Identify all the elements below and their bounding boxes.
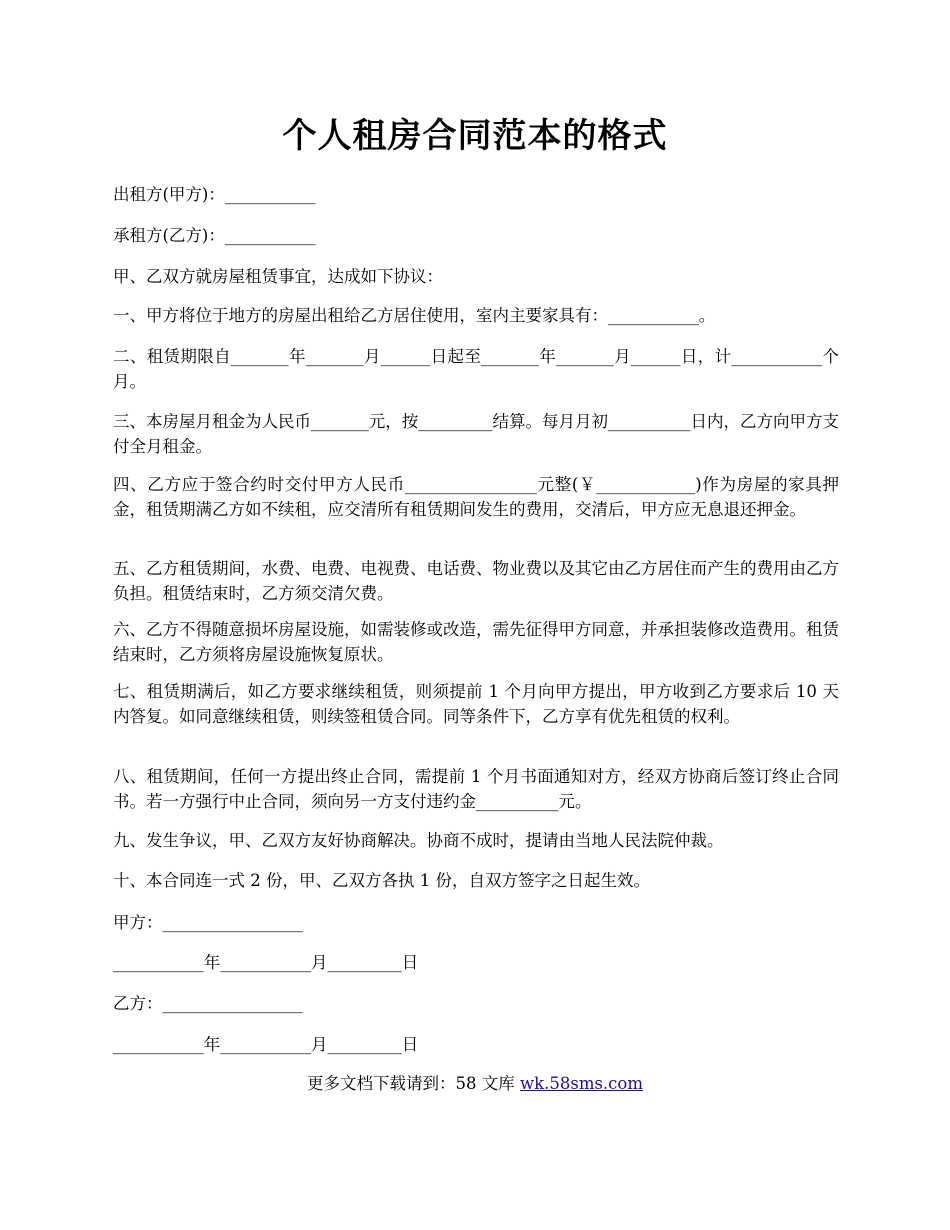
lessee-line: 承租方(乙方)：___________ [113,226,316,245]
document-title: 个人租房合同范本的格式 [282,116,668,156]
clause-5: 五、乙方租赁期间，水费、电费、电视费、电话费、物业费以及其它由乙方居住而产生的费用由乙方负担。租赁结束时，乙方须交清欠费。 [113,559,839,603]
footer-link[interactable]: wk.58sms.com [519,1074,643,1093]
party-a-date: ___________年___________月_________日 [113,953,419,972]
clause-9: 九、发生争议，甲、乙双方友好协商解决。协商不成时，提请由当地人民法院仲裁。 [113,831,724,850]
clause-7: 七、租赁期满后，如乙方要求继续租赁，则须提前 1 个月向甲方提出，甲方收到乙方要求后 10 天内答复。如同意继续租赁，则续签租赁合同。同等条件下，乙方享有优先租赁的权利。 [113,682,839,726]
party-a-signature: 甲方：_________________ [113,913,303,932]
lessor-line: 出租方(甲方)：___________ [113,185,316,204]
intro-paragraph: 甲、乙双方就房屋租赁事宜，达成如下协议： [113,267,443,286]
clause-8: 八、租赁期间，任何一方提出终止合同，需提前 1 个月书面通知对方，经双方协商后签订终止合同书。若一方强行中止合同，须向另一方支付违约金__________元。 [113,767,839,811]
footer [0,1072,950,1096]
party-b-date: ___________年___________月_________日 [113,1035,419,1054]
clause-2: 二、租赁期限自_______年_______月______日起至_______年_______月______日，计___________个月。 [113,347,839,391]
clause-1: 一、甲方将位于地方的房屋出租给乙方居住使用，室内主要家具有：___________。 [113,306,716,325]
party-b-signature: 乙方：_________________ [113,994,303,1013]
footer-text: 更多文档下载请到：58 文库 [306,1074,520,1093]
clause-6: 六、乙方不得随意损坏房屋设施，如需装修或改造，需先征得甲方同意，并承担装修改造费用。租赁结束时，乙方须将房屋设施恢复原状。 [113,620,839,664]
clause-4: 四、乙方应于签合约时交付甲方人民币________________元整(￥____________)作为房屋的家具押金，租赁期满乙方如不续租，应交清所有租赁期间发生的费用，交清后，甲方应无息退还押金。 [113,475,839,519]
clause-3: 三、本房屋月租金为人民币_______元，按_________结算。每月月初__________日内，乙方向甲方支付全月租金。 [113,412,839,456]
clause-10: 十、本合同连一式 2 份，甲、乙双方各执 1 份，自双方签字之日起生效。 [113,871,650,890]
